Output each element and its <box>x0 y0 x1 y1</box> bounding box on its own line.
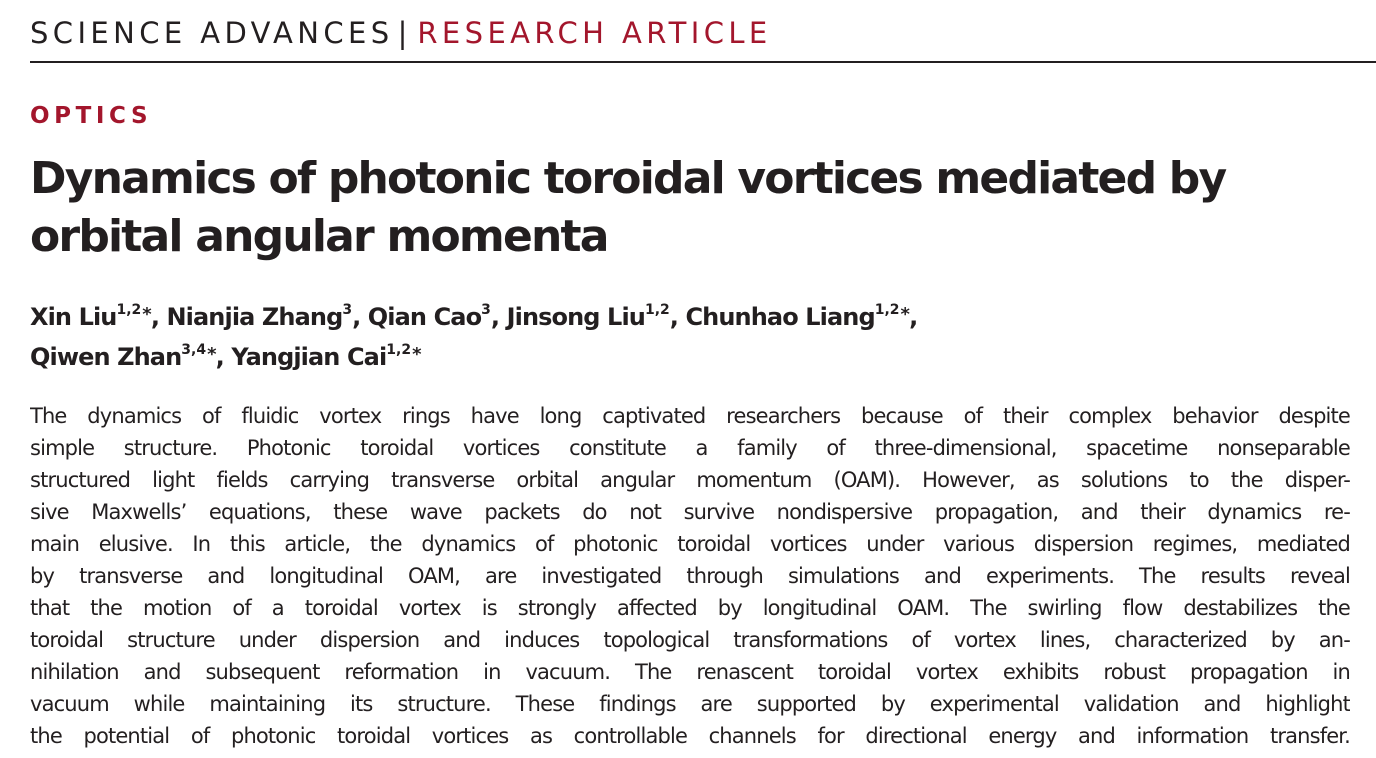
author-affiliation: 3 <box>481 302 491 318</box>
abstract-line: simple structure. Photonic toroidal vortices constitute a family of three-dimensional, spacetime nonseparable <box>30 436 1350 460</box>
corresponding-mark: * <box>412 344 421 365</box>
author-name: Qiwen Zhan <box>30 343 182 371</box>
article-type: RESEARCH ARTICLE <box>417 16 772 50</box>
author: Nianjia Zhang$^3$, <box>166 302 361 331</box>
author: Jinsong Liu$^{1,2}$, <box>506 302 678 331</box>
abstract-line: main elusive. In this article, the dynamics of photonic toroidal vortices under various dispersion regimes, mediated <box>30 532 1350 556</box>
abstract-line: nihilation and subsequent reformation in vacuum. The renascent toroidal vortex exhibits robust propagation in <box>30 660 1350 684</box>
author-affiliation: 1,2 <box>386 342 412 358</box>
author: Qian Cao$^3$, <box>367 302 500 331</box>
author-name: Jinsong Liu <box>506 303 645 331</box>
author: Xin Liu$^{1,2*}$, <box>30 302 160 331</box>
abstract-line: toroidal structure under dispersion and induces topological transformations of vortex lines, characterized by an- <box>30 628 1350 652</box>
corresponding-mark: * <box>900 304 910 325</box>
author-affiliation: 3 <box>342 302 353 318</box>
abstract-line: vacuum while maintaining its structure. These findings are supported by experimental validation and highlight <box>30 692 1350 716</box>
author-affiliation: 1,2 <box>874 302 900 318</box>
corresponding-mark: * <box>207 344 216 365</box>
journal-masthead <box>30 14 772 52</box>
abstract-line: the potential of photonic toroidal vortices as controllable channels for directional energy and information transfer. <box>30 724 1350 748</box>
abstract-line: by transverse and longitudinal OAM, are investigated through simulations and experiments. The results reveal <box>30 564 1350 588</box>
author-name: Xin Liu <box>30 303 117 331</box>
author-name: Nianjia Zhang <box>166 303 343 331</box>
abstract-line: The dynamics of fluidic vortex rings have long captivated researchers because of their complex behavior despite <box>30 404 1350 428</box>
abstract <box>30 400 1350 752</box>
author-name: Yangjian Cai <box>231 343 387 371</box>
author: Qiwen Zhan$^{3,4*}$, <box>30 342 224 371</box>
journal-name: SCIENCE ADVANCES <box>30 16 394 50</box>
masthead-separator: | <box>397 16 408 50</box>
abstract-line: structured light fields carrying transverse orbital angular momentum (OAM). However, as solutions to the disper- <box>30 468 1350 492</box>
abstract-line: that the motion of a toroidal vortex is strongly affected by longitudinal OAM. The swirling flow destabilizes the <box>30 596 1350 620</box>
author-affiliation: 1,2 <box>116 302 142 318</box>
section-label: OPTICS <box>30 103 153 129</box>
author-affiliation: 1,2 <box>644 302 670 318</box>
author: Chunhao Liang$^{1,2*}$, <box>685 302 918 331</box>
author-list <box>30 296 1350 376</box>
article-title: Dynamics of photonic toroidal vortices mediated by orbital angular momenta <box>30 153 1226 262</box>
abstract-line: sive Maxwells’ equations, these wave packets do not survive nondispersive propagation, and their dynamics re- <box>30 500 1350 524</box>
header-rule <box>30 61 1376 63</box>
author <box>231 343 420 371</box>
author-name: Chunhao Liang <box>685 303 875 331</box>
corresponding-mark: * <box>142 304 151 325</box>
author-affiliation: 3,4 <box>181 342 207 358</box>
author-name: Qian Cao <box>367 303 482 331</box>
